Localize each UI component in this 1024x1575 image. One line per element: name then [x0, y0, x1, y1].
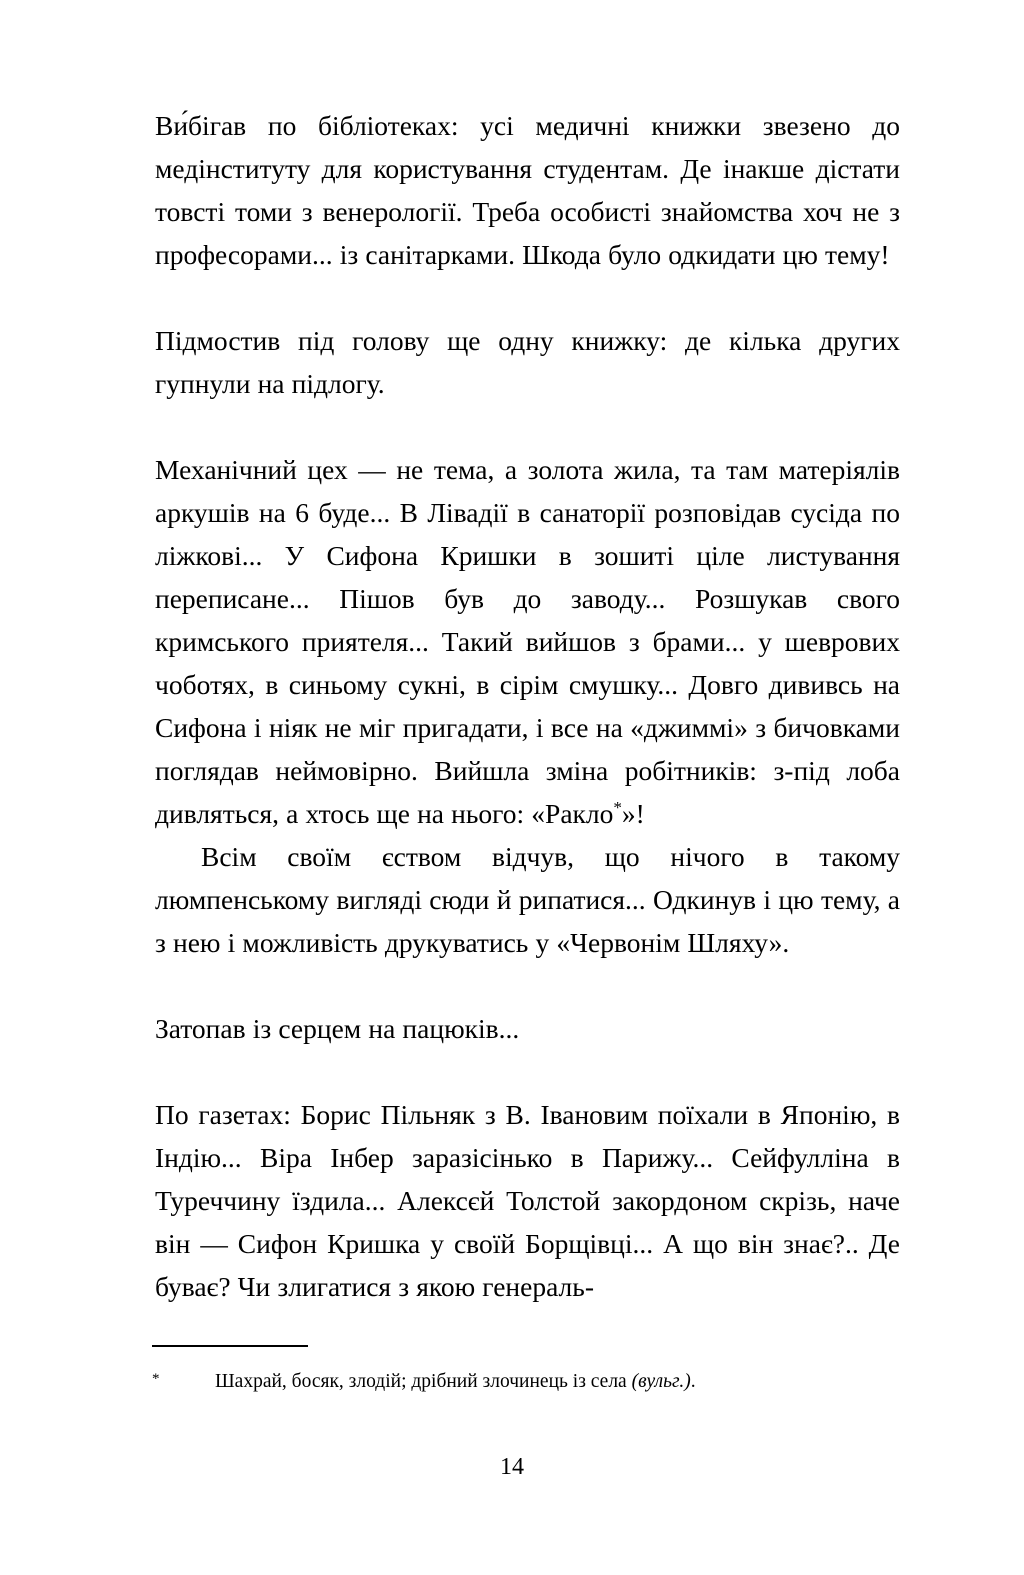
paragraph-5: Затопав із серцем на пацюків... — [155, 1013, 520, 1044]
footnote-text — [215, 1369, 912, 1395]
paragraph-1: Ви́бігав по бібліотеках: усі медичні книжки звезено до медінституту для користування студентам. Де інакше дістати товсті томи з венерології. Треба особисті знайомства хоч не з професорами... із санітарками. Шкода було одкидати цю тему! — [155, 110, 900, 270]
paragraph-3-text-tail: »! — [621, 798, 645, 829]
footnote-area — [152, 1345, 912, 1395]
paragraph-6: По газетах: Борис Пільняк з В. Івановим поїхали в Японію, в Індію... Віра Інбер заразісінько в Парижу... Сейфулліна в Туреччину їздила... Алексєй Толстой закордоном скрізь, наче він — Сифон Кришка у своїй Борщівці... А що він знає?.. Де буває? Чи злигатися з якою генераль- — [155, 1099, 900, 1302]
footnote-row — [152, 1369, 912, 1395]
footnote-text-plain: Шахрай, босяк, злодій; дрібний злочинець із села — [215, 1371, 632, 1392]
paragraph-3 — [155, 448, 900, 835]
body-text-block — [155, 104, 900, 1308]
footnote-reference-marker[interactable]: * — [613, 797, 622, 817]
footnote-text-tail: . — [690, 1371, 696, 1392]
footnote-marker: * — [152, 1371, 160, 1387]
paragraph-2: Підмостив під голову ще одну книжку: де кілька других гупнули на підлогу. — [155, 325, 900, 399]
footnote-separator-rule — [152, 1345, 308, 1347]
footnote-text-italic: (вульг.) — [631, 1371, 691, 1392]
paragraph-4: Всім своїм єством відчув, що нічого в такому люмпенському вигляді сюди й рипатися... Одкинув і цю тему, а з нею і можливість друкуватись у «Червонім Шляху». — [155, 841, 900, 958]
page-number: 14 — [500, 1454, 524, 1480]
paragraph-3-text: Механічний цех — не тема, а золота жила, та там матеріялів аркушів на 6 буде... В Лівадії в санаторії розповідав сусіда по ліжкові... У Сифона Кришки в зошиті ціле листування переписане... Пішов був до заводу... Розшукав свого кримського приятеля... Такий вийшов з брами... у шеврових чоботях, в синьому сукні, в сірім смушку... Довго дививсь на Сифона і ніяк не міг пригадати, і все на «джиммі» з бичовками поглядав неймовірно. Вийшла зміна робітників: з-під лоба дивляться, а хтось ще на нього: «Ракло — [155, 454, 900, 829]
